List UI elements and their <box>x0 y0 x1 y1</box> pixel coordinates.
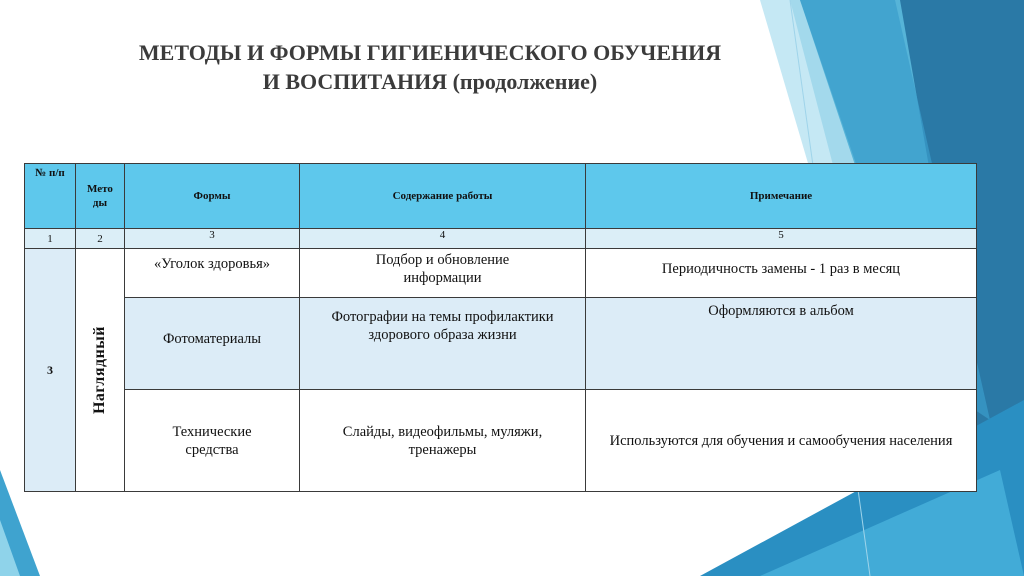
row2-form: Фотоматериалы <box>124 297 300 390</box>
col-number-2: 2 <box>75 228 125 249</box>
slide-title-line-2: И ВОСПИТАНИЯ (продолжение) <box>262 69 598 94</box>
col-number-1: 1 <box>24 228 76 249</box>
row1-note: Периодичность замены - 1 раз в месяц <box>585 248 977 298</box>
header-methods: Мето ды <box>75 163 125 229</box>
row2-note: Оформляются в альбом <box>585 297 977 390</box>
method-vertical-label: Наглядный <box>91 325 108 415</box>
row1-content: Подбор и обновление информации <box>299 248 586 298</box>
header-content: Содержание работы <box>299 163 586 229</box>
row3-note: Используются для обучения и самообучения населения <box>585 389 977 492</box>
methods-table <box>24 163 977 492</box>
row3-form: Технические средства <box>124 389 300 492</box>
row3-content: Слайды, видеофильмы, муляжи, тренажеры <box>299 389 586 492</box>
col-number-3: 3 <box>124 228 300 249</box>
row2-content: Фотографии на темы профилактики здорового образа жизни <box>299 297 586 390</box>
method-cell <box>75 248 125 492</box>
slide-title-line-1: МЕТОДЫ И ФОРМЫ ГИГИЕНИЧЕСКОГО ОБУЧЕНИЯ <box>138 40 722 65</box>
header-forms: Формы <box>124 163 300 229</box>
col-number-5: 5 <box>585 228 977 249</box>
slide-title <box>60 38 800 96</box>
col-number-4: 4 <box>299 228 586 249</box>
header-number: № п/п <box>24 163 76 229</box>
header-note: Примечание <box>585 163 977 229</box>
row1-form: «Уголок здоровья» <box>124 248 300 298</box>
row-number-cell <box>24 248 76 492</box>
row-number: 3 <box>47 362 53 377</box>
